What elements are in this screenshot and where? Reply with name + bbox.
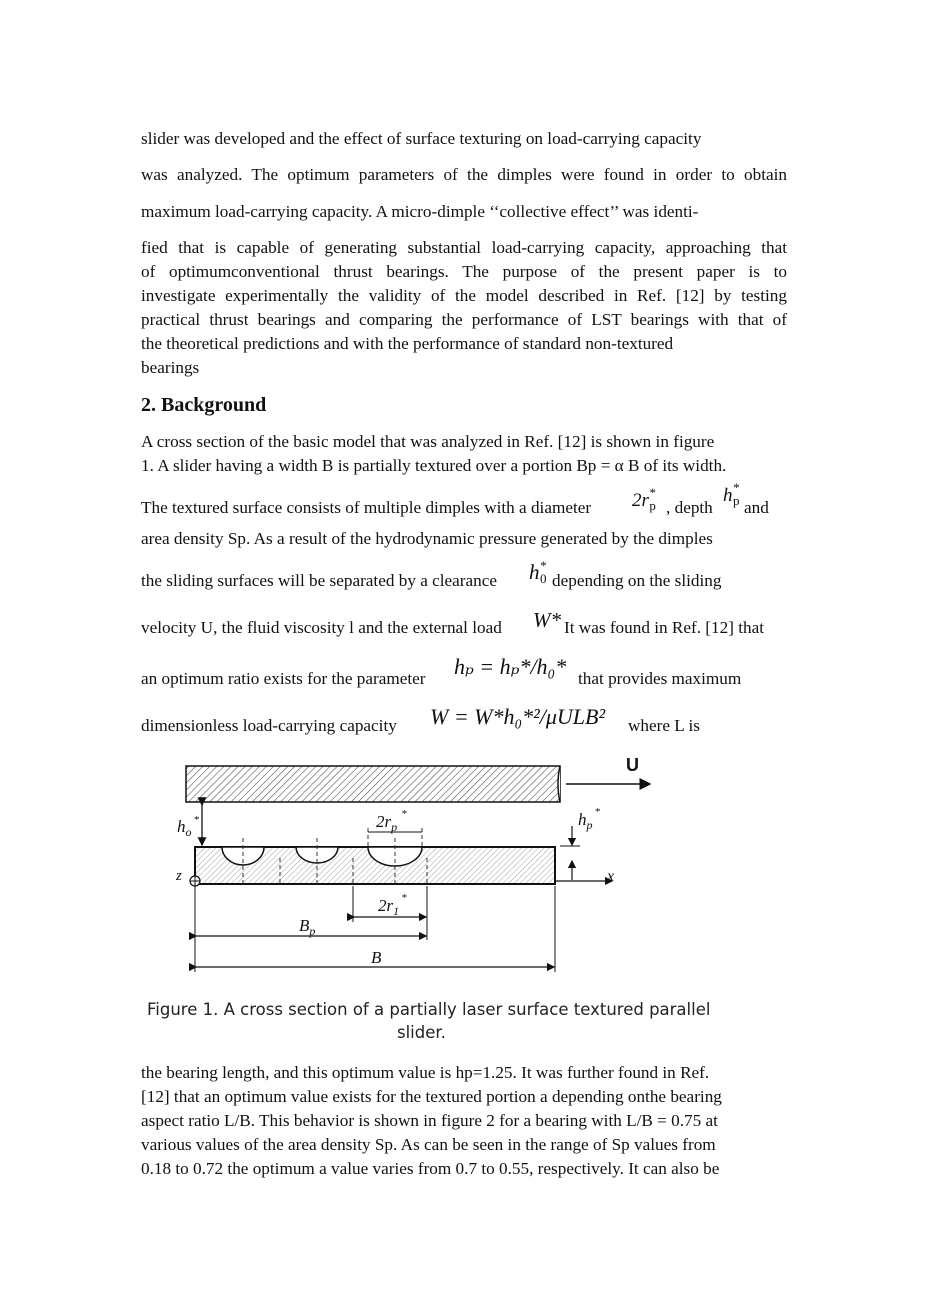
intro-line: practical thrust bearings and comparing the performance of LST bearings with that of xyxy=(141,310,787,329)
body-line: area density Sp. As a result of the hydrodynamic pressure generated by the dimples xyxy=(141,529,713,548)
body-line: and xyxy=(744,498,769,517)
x-label: x xyxy=(607,868,615,885)
eq-base: h xyxy=(529,560,540,584)
bp-label: $B_p$ xyxy=(299,916,316,938)
body-line: an optimum ratio exists for the parameter xyxy=(141,669,426,688)
body-line: dimensionless load-carrying capacity xyxy=(141,716,397,735)
body-line: [12] that an optimum value exists for the textured portion a depending onthe bearing xyxy=(141,1087,722,1106)
body-line: 0.18 to 0.72 the optimum a value varies from 0.7 to 0.55, respectively. It can also be xyxy=(141,1159,720,1178)
text-fragment: The textured surface consists of multiple dimples with a diameter xyxy=(141,498,592,517)
body-line: the sliding surfaces will be separated by a clearance xyxy=(141,571,498,590)
h0-label: $h_o^*$ xyxy=(177,814,199,839)
u-label: U xyxy=(626,755,639,775)
intro-line: was analyzed. The optimum parameters of the dimples were found in order to obtain xyxy=(141,165,787,184)
body-line: where L is xyxy=(628,716,700,735)
body-line: , depth xyxy=(666,498,713,517)
b-label: B xyxy=(371,948,382,967)
z-label: z xyxy=(176,868,182,884)
eq-sub: p xyxy=(733,493,740,508)
figure-caption: Figure 1. A cross section of a partially laser surface textured parallel xyxy=(147,1000,711,1019)
upper-slider xyxy=(186,766,560,802)
body-line: It was found in Ref. [12] that xyxy=(564,618,764,637)
body-line: various values of the area density Sp. As can be seen in the range of Sp values from xyxy=(141,1135,716,1154)
intro-line: of optimumconventional thrust bearings. The purpose of the present paper is to xyxy=(141,262,787,281)
eq-sup: * xyxy=(648,485,656,500)
body-line: the bearing length, and this optimum value is hp=1.25. It was further found in Ref. xyxy=(141,1063,710,1082)
intro-line: slider was developed and the effect of surface texturing on load-carrying capacity xyxy=(141,129,702,148)
eq-base: 2r xyxy=(632,490,649,511)
eq-sub: p xyxy=(649,498,656,513)
load-equation: W* xyxy=(533,608,561,632)
body-line: that provides maximum xyxy=(578,669,742,688)
hp-ratio-equation: hₚ = hₚ*/h₀* xyxy=(454,654,567,679)
body-line: velocity U, the fluid viscosity l and the external load xyxy=(141,618,502,637)
body-line: 1. A slider having a width B is partially textured over a portion Bp = α B of its width. xyxy=(141,456,727,475)
break-line xyxy=(558,766,560,802)
intro-line: fied that is capable of generating substantial load-carrying capacity, approaching that xyxy=(141,238,787,257)
body-line: aspect ratio L/B. This behavior is shown in figure 2 for a bearing with L/B = 0.75 at xyxy=(141,1111,718,1130)
intro-line: investigate experimentally the validity of the model described in Ref. [12] by testing xyxy=(141,286,787,305)
eq-sup: * xyxy=(539,558,546,573)
eq-sup: * xyxy=(732,480,739,495)
intro-line: the theoretical predictions and with the performance of standard non-textured xyxy=(141,334,674,353)
intro-line: bearings xyxy=(141,358,200,377)
eq-sub: 0 xyxy=(540,571,547,586)
eq-base: h xyxy=(723,485,733,506)
rp-label: $2r_p^*$ xyxy=(376,808,407,834)
figure-caption: slider. xyxy=(397,1023,446,1042)
intro-line: maximum load-carrying capacity. A micro-dimple ‘‘collective effect’’ was identi- xyxy=(141,202,699,221)
hp-label: $h_p^*$ xyxy=(578,806,600,832)
body-line: depending on the sliding xyxy=(552,571,722,590)
section-heading: 2. Background xyxy=(141,394,267,416)
w-dimensionless-equation: W = W*h₀*²/μULB² xyxy=(430,704,606,729)
r1-label: $2r_1^*$ xyxy=(378,892,407,918)
body-line: A cross section of the basic model that was analyzed in Ref. [12] is shown in figure xyxy=(141,432,715,451)
